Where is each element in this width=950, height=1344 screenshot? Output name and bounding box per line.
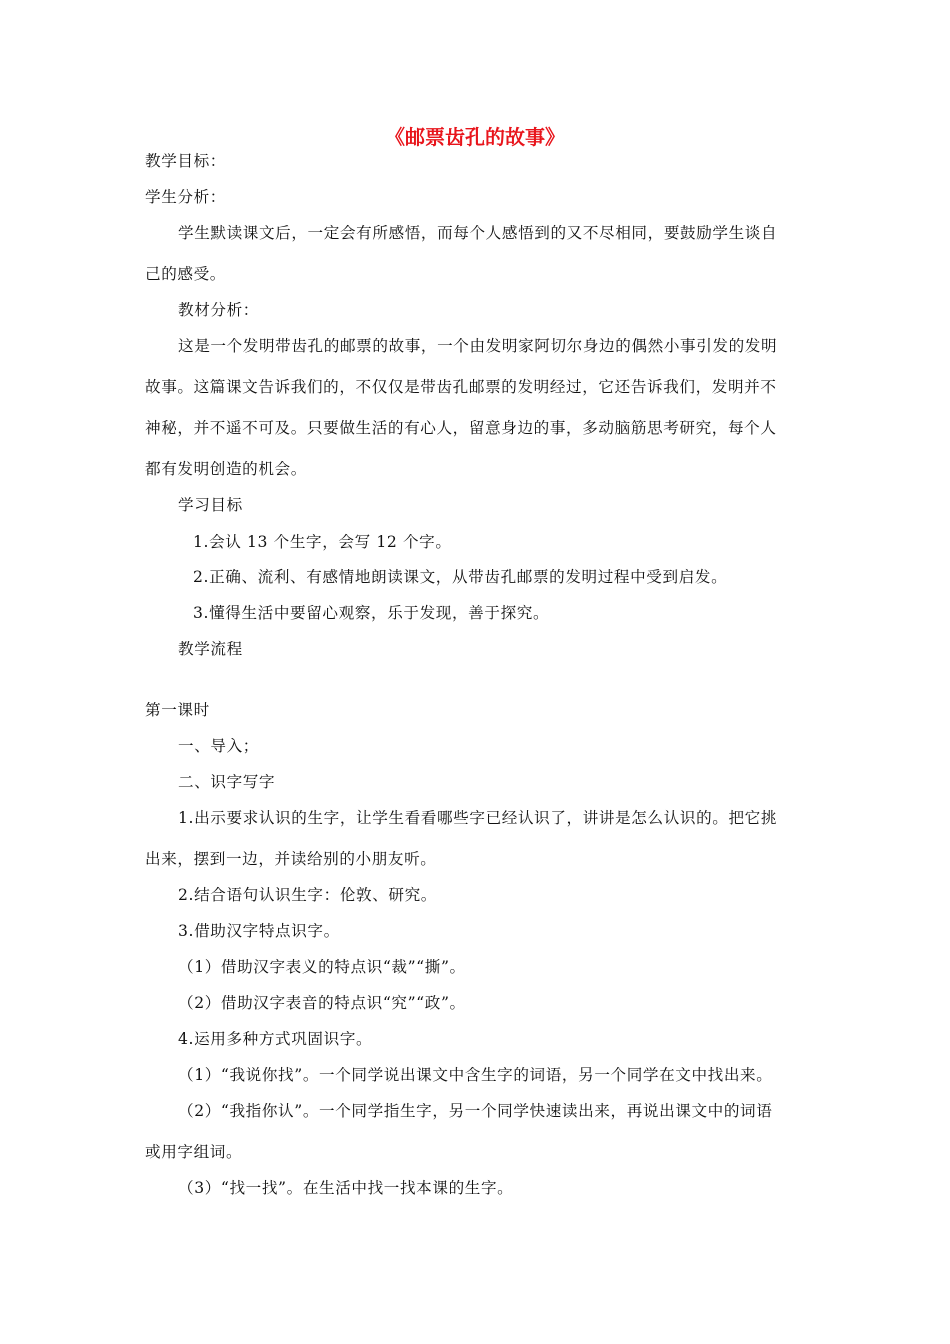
paragraph-line: 或用字组词。 — [145, 1143, 243, 1161]
paragraph-line: （2）借助汉字表音的特点识“究”“政”。 — [178, 994, 466, 1012]
section-heading: 二、识字写字 — [178, 773, 276, 791]
goal-item: 3.懂得生活中要留心观察，乐于发现，善于探究。 — [193, 604, 550, 622]
section-heading: 一、导入； — [178, 737, 259, 755]
paragraph-line: 出来，摆到一边，并读给别的小朋友听。 — [145, 850, 437, 868]
paragraph-line: 都有发明创造的机会。 — [145, 460, 307, 478]
heading-first-lesson: 第一课时 — [145, 701, 210, 719]
paragraph-line: 这是一个发明带齿孔的邮票的故事，一个由发明家阿切尔身边的偶然小事引发的发明 — [178, 337, 778, 355]
paragraph-line: 己的感受。 — [145, 265, 226, 283]
heading-teaching-flow: 教学流程 — [178, 640, 243, 658]
paragraph-line: 4.运用多种方式巩固识字。 — [178, 1030, 373, 1048]
goal-item: 1.会认 13 个生字，会写 12 个字。 — [193, 533, 452, 551]
paragraph-line: （1）“我说你找”。一个同学说出课文中含生字的词语，另一个同学在文中找出来。 — [178, 1066, 773, 1084]
paragraph-line: 故事。这篇课文告诉我们的，不仅仅是带齿孔邮票的发明经过，它还告诉我们，发明并不 — [145, 378, 777, 396]
heading-student-analysis: 学生分析： — [145, 188, 226, 206]
heading-material-analysis: 教材分析： — [178, 301, 259, 319]
paragraph-line: 1.出示要求认识的生字，让学生看看哪些字已经认识了，讲讲是怎么认识的。把它挑 — [178, 809, 778, 827]
heading-learning-goals: 学习目标 — [178, 496, 243, 514]
document-title: 《邮票齿孔的故事》 — [385, 125, 565, 149]
paragraph-line: （2）“我指你认”。一个同学指生字，另一个同学快速读出来，再说出课文中的词语 — [178, 1102, 773, 1120]
paragraph-line: 神秘，并不遥不可及。只要做生活的有心人，留意身边的事，多动脑筋思考研究，每个人 — [145, 419, 777, 437]
goal-item: 2.正确、流利、有感情地朗读课文，从带齿孔邮票的发明过程中受到启发。 — [193, 568, 728, 586]
paragraph-line: 2.结合语句认识生字：伦敦、研究。 — [178, 886, 437, 904]
paragraph-line: （1）借助汉字表义的特点识“裁”“撕”。 — [178, 958, 466, 976]
paragraph-line: 3.借助汉字特点识字。 — [178, 922, 340, 940]
heading-teaching-goals: 教学目标： — [145, 152, 226, 170]
paragraph-line: （3）“找一找”。在生活中找一找本课的生字。 — [178, 1179, 514, 1197]
paragraph-line: 学生默读课文后，一定会有所感悟，而每个人感悟到的又不尽相同，要鼓励学生谈自 — [178, 224, 778, 242]
